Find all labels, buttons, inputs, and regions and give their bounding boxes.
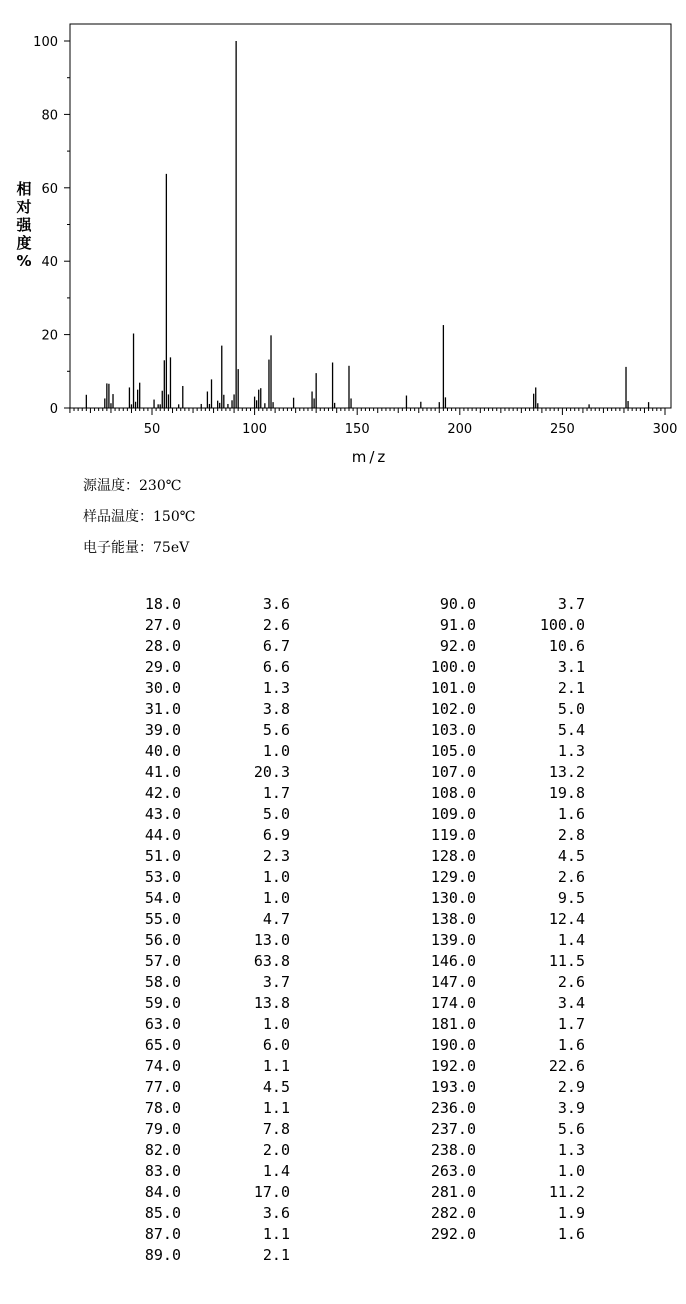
intensity-value: 1.3: [557, 1141, 585, 1159]
mz-value: 43.0: [144, 805, 181, 823]
mz-value: 85.0: [144, 1204, 181, 1222]
intensity-value: 2.8: [557, 826, 585, 844]
mz-value: 102.0: [430, 700, 476, 718]
mz-value: 59.0: [144, 994, 181, 1012]
intensity-value: 6.9: [262, 826, 290, 844]
table-row: [0, 1245, 686, 1266]
mz-value: 63.0: [144, 1015, 181, 1033]
table-row: [0, 636, 686, 657]
table-row: [0, 846, 686, 867]
mz-value: 82.0: [144, 1141, 181, 1159]
source-temperature: 源温度：230℃: [83, 478, 182, 494]
table-row: [0, 1077, 686, 1098]
intensity-value: 11.5: [548, 952, 585, 970]
mz-value: 238.0: [430, 1141, 476, 1159]
y-axis: [33, 35, 70, 417]
table-row: [0, 909, 686, 930]
intensity-value: 63.8: [253, 952, 290, 970]
table-row: [0, 1014, 686, 1035]
intensity-value: 1.3: [557, 742, 585, 760]
mz-value: 57.0: [144, 952, 181, 970]
mz-value: 138.0: [430, 910, 476, 928]
intensity-value: 1.7: [262, 784, 290, 802]
table-row: [0, 678, 686, 699]
mz-value: 79.0: [144, 1120, 181, 1138]
mz-value: 91.0: [439, 616, 476, 634]
mz-value: 108.0: [430, 784, 476, 802]
intensity-value: 1.0: [262, 1015, 290, 1033]
intensity-value: 20.3: [253, 763, 290, 781]
table-row: [0, 1182, 686, 1203]
mz-value: 282.0: [430, 1204, 476, 1222]
y-label-char: %: [16, 252, 32, 270]
intensity-value: 3.1: [557, 658, 585, 676]
y-label-char: 强: [16, 216, 32, 234]
intensity-value: 1.6: [557, 1036, 585, 1054]
mz-value: 53.0: [144, 868, 181, 886]
mz-value: 139.0: [430, 931, 476, 949]
table-row: [0, 1140, 686, 1161]
table-row: [0, 1098, 686, 1119]
intensity-value: 100.0: [539, 616, 585, 634]
mz-value: 55.0: [144, 910, 181, 928]
table-row: [0, 867, 686, 888]
mz-value: 39.0: [144, 721, 181, 739]
mz-value: 109.0: [430, 805, 476, 823]
sample-temperature: 样品温度：150℃: [83, 509, 196, 525]
intensity-value: 1.9: [557, 1204, 585, 1222]
intensity-value: 13.2: [548, 763, 585, 781]
mz-value: 105.0: [430, 742, 476, 760]
x-tick-label: 50: [143, 422, 161, 437]
x-axis-label: m/z: [351, 448, 389, 466]
y-tick-label: 20: [41, 328, 58, 344]
intensity-value: 5.6: [557, 1120, 585, 1138]
intensity-value: 2.3: [262, 847, 290, 865]
intensity-value: 3.8: [262, 700, 290, 718]
intensity-value: 3.6: [262, 595, 290, 613]
mz-value: 31.0: [144, 700, 181, 718]
table-row: [0, 762, 686, 783]
y-label-char: 对: [16, 198, 32, 216]
mz-value: 193.0: [430, 1078, 476, 1096]
intensity-value: 2.1: [557, 679, 585, 697]
intensity-value: 11.2: [548, 1183, 585, 1201]
mz-value: 87.0: [144, 1225, 181, 1243]
table-row: [0, 951, 686, 972]
mz-value: 42.0: [144, 784, 181, 802]
mz-value: 107.0: [430, 763, 476, 781]
mz-value: 236.0: [430, 1099, 476, 1117]
mz-value: 44.0: [144, 826, 181, 844]
intensity-value: 1.1: [262, 1225, 290, 1243]
intensity-value: 6.6: [262, 658, 290, 676]
intensity-value: 1.0: [557, 1162, 585, 1180]
mz-value: 41.0: [144, 763, 181, 781]
mz-value: 129.0: [430, 868, 476, 886]
intensity-value: 1.0: [262, 889, 290, 907]
acquisition-conditions: [83, 474, 195, 567]
mz-value: 78.0: [144, 1099, 181, 1117]
intensity-value: 2.9: [557, 1078, 585, 1096]
intensity-value: 2.1: [262, 1246, 290, 1264]
mz-value: 51.0: [144, 847, 181, 865]
y-tick-label: 40: [41, 255, 58, 271]
intensity-value: 6.0: [262, 1036, 290, 1054]
intensity-value: 5.6: [262, 721, 290, 739]
x-tick-label: 100: [242, 422, 268, 437]
mz-value: 84.0: [144, 1183, 181, 1201]
table-row: [0, 783, 686, 804]
intensity-value: 3.7: [557, 595, 585, 613]
mz-value: 92.0: [439, 637, 476, 655]
mz-value: 147.0: [430, 973, 476, 991]
mz-value: 27.0: [144, 616, 181, 634]
intensity-value: 4.5: [557, 847, 585, 865]
intensity-value: 2.0: [262, 1141, 290, 1159]
intensity-value: 17.0: [253, 1183, 290, 1201]
mz-value: 18.0: [144, 595, 181, 613]
mz-value: 83.0: [144, 1162, 181, 1180]
table-row: [0, 1161, 686, 1182]
mz-value: 181.0: [430, 1015, 476, 1033]
electron-energy: 电子能量：75eV: [83, 540, 190, 556]
mz-value: 174.0: [430, 994, 476, 1012]
table-row: [0, 594, 686, 615]
intensity-value: 4.5: [262, 1078, 290, 1096]
y-label-char: 相: [16, 180, 32, 198]
mz-value: 90.0: [439, 595, 476, 613]
y-label-char: 度: [16, 234, 32, 252]
x-tick-label: 200: [447, 422, 473, 437]
intensity-value: 1.1: [262, 1057, 290, 1075]
mz-value: 58.0: [144, 973, 181, 991]
intensity-value: 9.5: [557, 889, 585, 907]
table-row: [0, 1224, 686, 1245]
intensity-value: 1.4: [557, 931, 585, 949]
y-axis-label: [15, 180, 32, 270]
mz-value: 281.0: [430, 1183, 476, 1201]
intensity-value: 3.7: [262, 973, 290, 991]
table-row: [0, 657, 686, 678]
intensity-value: 1.0: [262, 742, 290, 760]
mz-value: 29.0: [144, 658, 181, 676]
intensity-value: 4.7: [262, 910, 290, 928]
mz-value: 28.0: [144, 637, 181, 655]
x-tick-label: 300: [652, 422, 678, 437]
mz-value: 130.0: [430, 889, 476, 907]
intensity-value: 12.4: [548, 910, 585, 928]
table-row: [0, 1056, 686, 1077]
table-row: [0, 699, 686, 720]
intensity-value: 19.8: [548, 784, 585, 802]
mz-value: 263.0: [430, 1162, 476, 1180]
intensity-value: 2.6: [557, 973, 585, 991]
intensity-value: 10.6: [548, 637, 585, 655]
mz-value: 65.0: [144, 1036, 181, 1054]
intensity-value: 1.4: [262, 1162, 290, 1180]
table-row: [0, 825, 686, 846]
intensity-value: 2.6: [557, 868, 585, 886]
intensity-value: 22.6: [548, 1057, 585, 1075]
mz-value: 237.0: [430, 1120, 476, 1138]
mz-value: 77.0: [144, 1078, 181, 1096]
intensity-value: 13.0: [253, 931, 290, 949]
intensity-value: 5.0: [262, 805, 290, 823]
intensity-value: 3.9: [557, 1099, 585, 1117]
spectrum-peaks: [86, 41, 648, 408]
mz-value: 190.0: [430, 1036, 476, 1054]
mz-value: 101.0: [430, 679, 476, 697]
mz-value: 89.0: [144, 1246, 181, 1264]
intensity-value: 1.6: [557, 1225, 585, 1243]
table-row: [0, 804, 686, 825]
mz-value: 56.0: [144, 931, 181, 949]
table-row: [0, 615, 686, 636]
intensity-value: 5.4: [557, 721, 585, 739]
intensity-value: 1.6: [557, 805, 585, 823]
y-tick-label: 0: [49, 402, 58, 417]
table-row: [0, 993, 686, 1014]
table-row: [0, 741, 686, 762]
mz-value: 146.0: [430, 952, 476, 970]
mz-value: 103.0: [430, 721, 476, 739]
table-row: [0, 1035, 686, 1056]
mass-spectrum-chart: [0, 0, 686, 470]
intensity-value: 6.7: [262, 637, 290, 655]
table-row: [0, 720, 686, 741]
intensity-value: 1.0: [262, 868, 290, 886]
x-axis: [70, 408, 677, 437]
intensity-value: 3.4: [557, 994, 585, 1012]
table-row: [0, 972, 686, 993]
intensity-value: 7.8: [262, 1120, 290, 1138]
mz-value: 74.0: [144, 1057, 181, 1075]
mz-value: 100.0: [430, 658, 476, 676]
y-tick-label: 100: [33, 35, 58, 50]
mz-value: 54.0: [144, 889, 181, 907]
x-tick-label: 250: [549, 422, 575, 437]
table-row: [0, 1203, 686, 1224]
mz-value: 119.0: [430, 826, 476, 844]
intensity-value: 1.1: [262, 1099, 290, 1117]
intensity-value: 1.7: [557, 1015, 585, 1033]
mz-value: 192.0: [430, 1057, 476, 1075]
mz-value: 128.0: [430, 847, 476, 865]
mz-value: 40.0: [144, 742, 181, 760]
table-row: [0, 1119, 686, 1140]
mz-value: 30.0: [144, 679, 181, 697]
mz-value: 292.0: [430, 1225, 476, 1243]
y-tick-label: 60: [41, 181, 58, 197]
table-row: [0, 930, 686, 951]
table-row: [0, 888, 686, 909]
intensity-value: 2.6: [262, 616, 290, 634]
intensity-value: 5.0: [557, 700, 585, 718]
intensity-value: 1.3: [262, 679, 290, 697]
x-tick-label: 150: [344, 422, 370, 437]
plot-frame: [70, 24, 671, 408]
intensity-value: 3.6: [262, 1204, 290, 1222]
intensity-value: 13.8: [253, 994, 290, 1012]
y-tick-label: 80: [41, 108, 58, 124]
